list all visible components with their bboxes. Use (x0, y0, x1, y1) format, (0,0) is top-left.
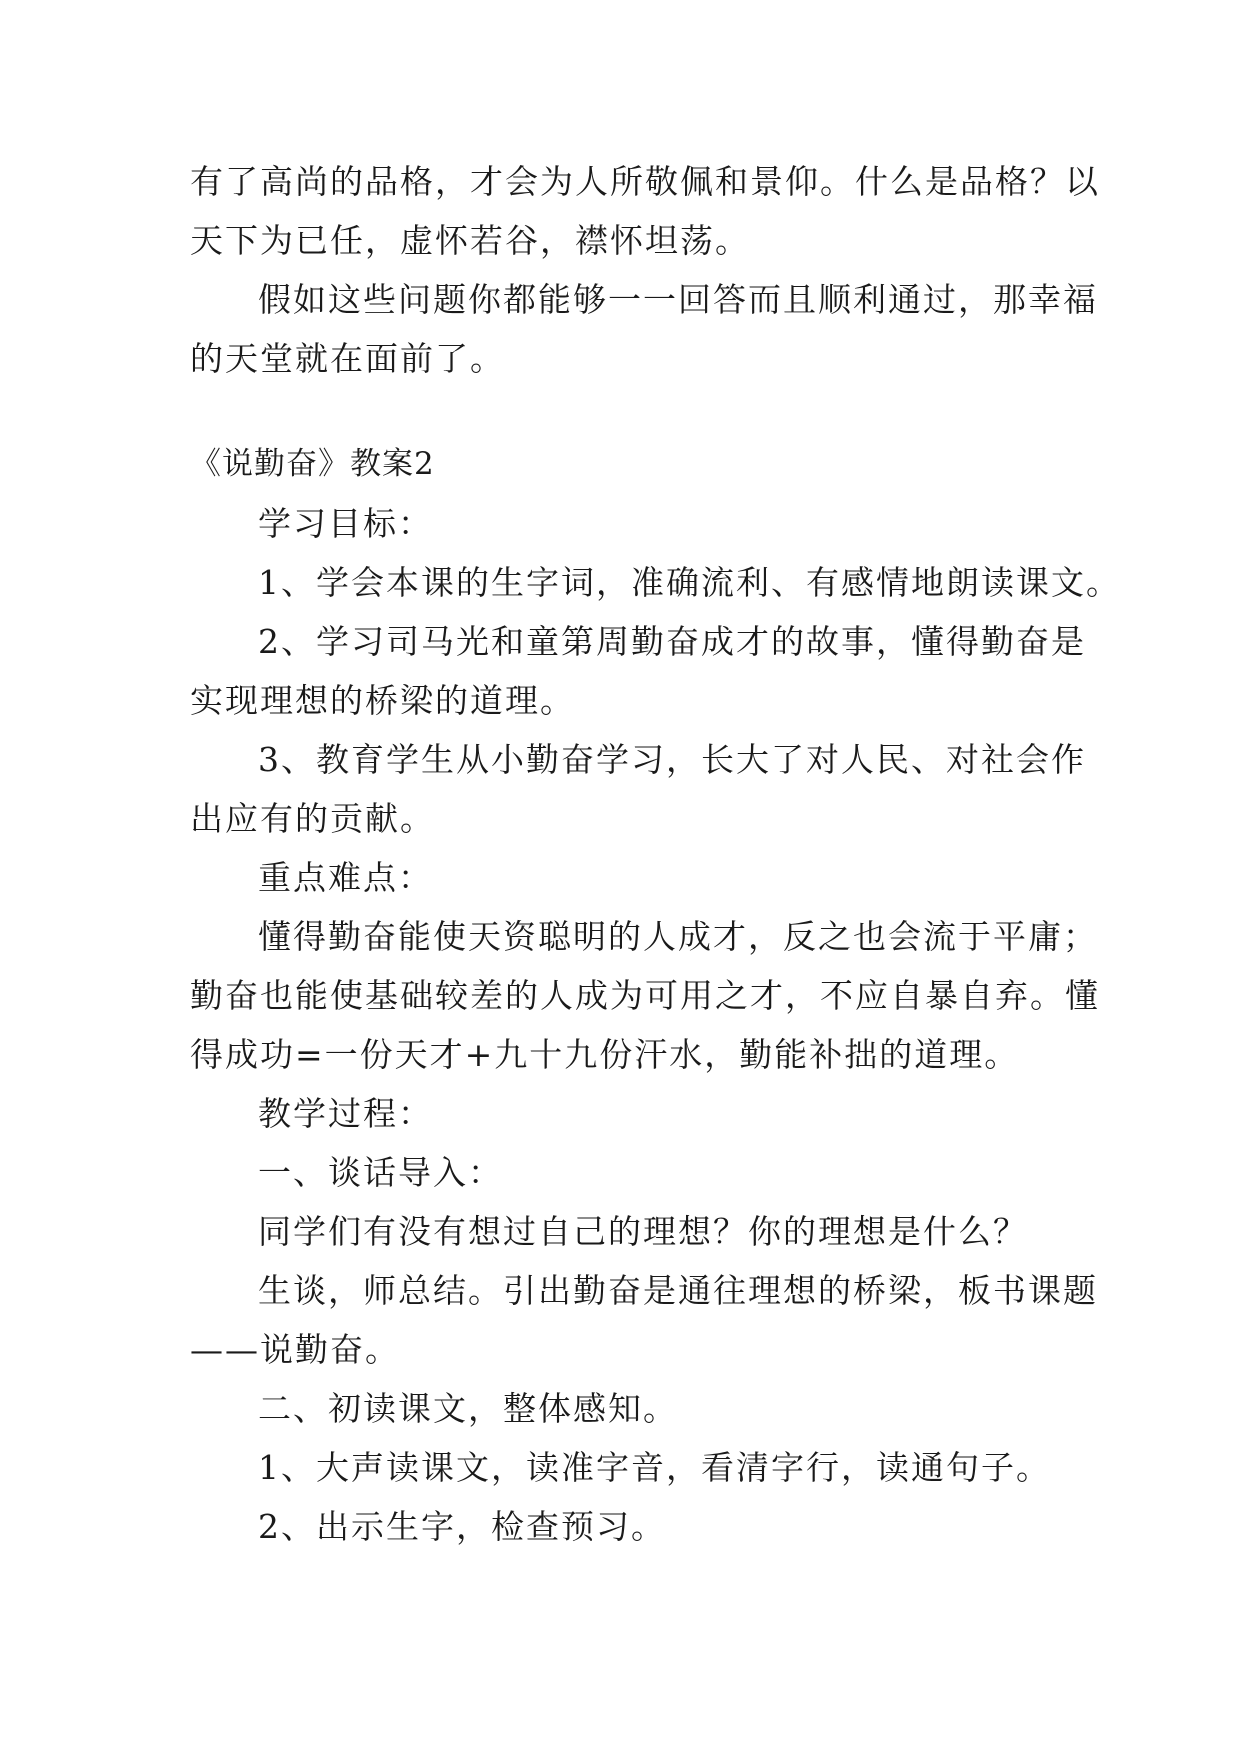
paragraph-line: 懂得勤奋能使天资聪明的人成才，反之也会流于平庸； (258, 917, 1098, 956)
subheading: 重点难点： (258, 858, 433, 897)
subheading: 一、谈话导入： (258, 1153, 503, 1192)
paragraph-line: 假如这些问题你都能够一一回答而且顺利通过，那幸福 (258, 280, 1098, 319)
paragraph-line: 的天堂就在面前了。 (190, 339, 505, 378)
paragraph-line: 生谈，师总结。引出勤奋是通往理想的桥梁，板书课题 (258, 1271, 1098, 1310)
subheading: 教学过程： (258, 1094, 433, 1133)
section-gap (190, 388, 1060, 435)
paragraph-line: 有了高尚的品格，才会为人所敬佩和景仰。什么是品格？以 (190, 162, 1100, 201)
subheading: 学习目标： (258, 504, 433, 543)
list-item: 3、教育学生从小勤奋学习，长大了对人民、对社会作 (258, 740, 1086, 779)
subheading: 二、初读课文，整体感知。 (258, 1389, 678, 1428)
paragraph-line: 同学们有没有想过自己的理想？你的理想是什么？ (258, 1212, 1028, 1251)
paragraph-line: 勤奋也能使基础较差的人成为可用之才，不应自暴自弃。懂 (190, 976, 1100, 1015)
document-page (190, 152, 1121, 1556)
paragraph-line: ——说勤奋。 (190, 1330, 400, 1369)
list-item-continued: 实现理想的桥梁的道理。 (190, 681, 575, 720)
section-title: 《说勤奋》教案2 (190, 446, 435, 482)
list-item: 2、出示生字，检查预习。 (258, 1507, 666, 1546)
list-item-continued: 出应有的贡献。 (190, 799, 435, 838)
list-item: 1、大声读课文，读准字音，看清字行，读通句子。 (258, 1448, 1051, 1487)
paragraph-line: 天下为已任，虚怀若谷，襟怀坦荡。 (190, 221, 750, 260)
list-item: 2、学习司马光和童第周勤奋成才的故事，懂得勤奋是 (258, 622, 1086, 661)
list-item: 1、学会本课的生字词，准确流利、有感情地朗读课文。 (258, 563, 1121, 602)
paragraph-line: 得成功=一份天才+九十九份汗水，勤能补拙的道理。 (190, 1035, 1020, 1074)
